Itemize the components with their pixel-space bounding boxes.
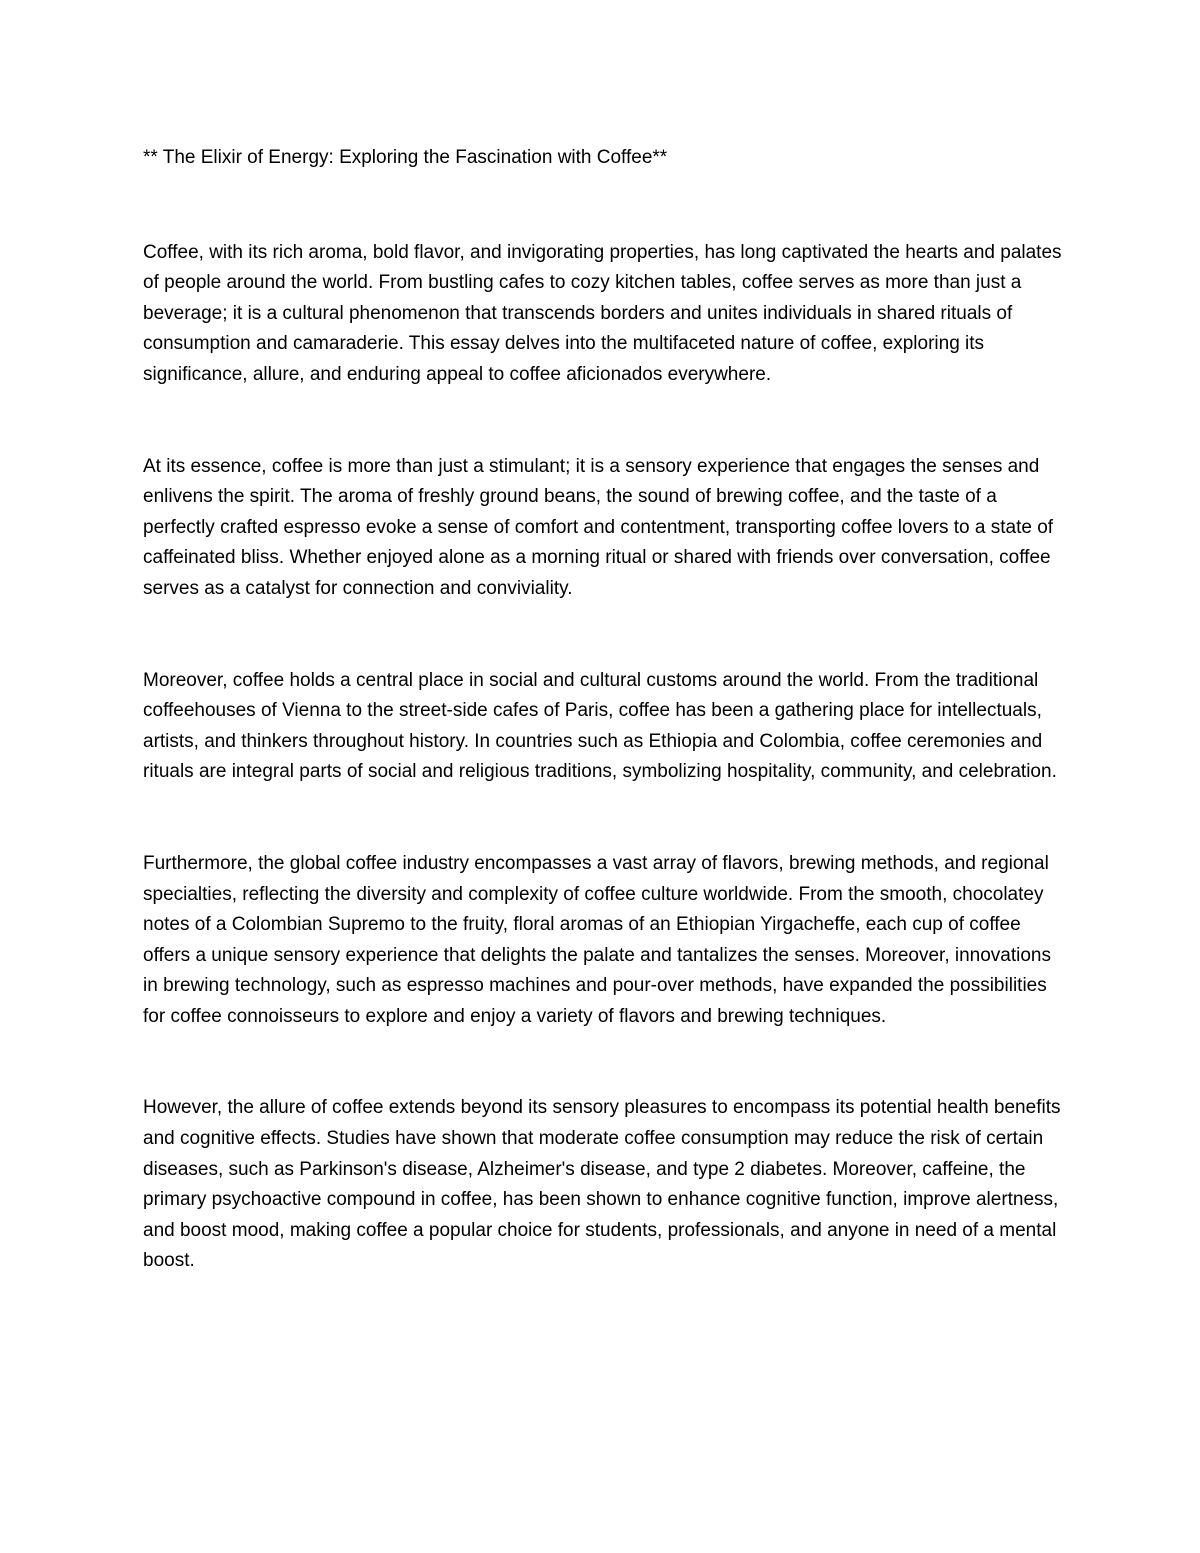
document-body <box>143 143 1063 1277</box>
spacer <box>143 605 1063 666</box>
paragraph-sensory: At its essence, coffee is more than just a stimulant; it is a sensory experience that engages the senses and enlivens the spirit. The aroma of freshly ground beans, the sound of brewing coffee, and the taste of a perfectly crafted espresso evoke a sense of comfort and contentment, transporting coffee lovers to a state of caffeinated bliss. Whether enjoyed alone as a morning ritual or shared with friends over conversation, coffee serves as a catalyst for connection and conviviality. <box>143 455 1054 599</box>
paragraph-health: However, the allure of coffee extends beyond its sensory pleasures to encompass its potential health benefits and cognitive effects. Studies have shown that moderate coffee consumption may reduce the risk of certain diseases, such as Parkinson's disease, Alzheimer's disease, and type 2 diabetes. Moreover, caffeine, the primary psychoactive compound in coffee, has been shown to enhance cognitive function, improve alertness, and boost mood, making coffee a popular choice for students, professionals, and anyone in need of a mental boost. <box>143 1097 1061 1272</box>
document-title: ** The Elixir of Energy: Exploring the Fascination with Coffee** <box>143 147 668 168</box>
spacer <box>143 174 1063 238</box>
paragraph-intro: Coffee, with its rich aroma, bold flavor, and invigorating properties, has long captivated the hearts and palates of people around the world. From bustling cafes to cozy kitchen tables, coffee serves as more than just a beverage; it is a cultural phenomenon that transcends borders and unites individuals in shared rituals of consumption and camaraderie. This essay delves into the multifaceted nature of coffee, exploring its significance, allure, and enduring appeal to coffee aficionados everywhere. <box>143 241 1062 385</box>
spacer <box>143 788 1063 849</box>
spacer <box>143 1032 1063 1093</box>
spacer <box>143 391 1063 452</box>
paragraph-industry: Furthermore, the global coffee industry encompasses a vast array of flavors, brewing methods, and regional specialties, reflecting the diversity and complexity of coffee culture worldwide. From the smooth, chocolatey notes of a Colombian Supremo to the fruity, floral aromas of an Ethiopian Yirgacheffe, each cup of coffee offers a unique sensory experience that delights the palate and tantalizes the senses. Moreover, innovations in brewing technology, such as espresso machines and pour-over methods, have expanded the possibilities for coffee connoisseurs to explore and enjoy a variety of flavors and brewing techniques. <box>143 852 1052 1027</box>
paragraph-culture: Moreover, coffee holds a central place in social and cultural customs around the world. From the traditional coffeehouses of Vienna to the street-side cafes of Paris, coffee has been a gathering place for intellectuals, artists, and thinkers throughout history. In countries such as Ethiopia and Colombia, coffee ceremonies and rituals are integral parts of social and religious traditions, symbolizing hospitality, community, and celebration. <box>143 669 1057 783</box>
